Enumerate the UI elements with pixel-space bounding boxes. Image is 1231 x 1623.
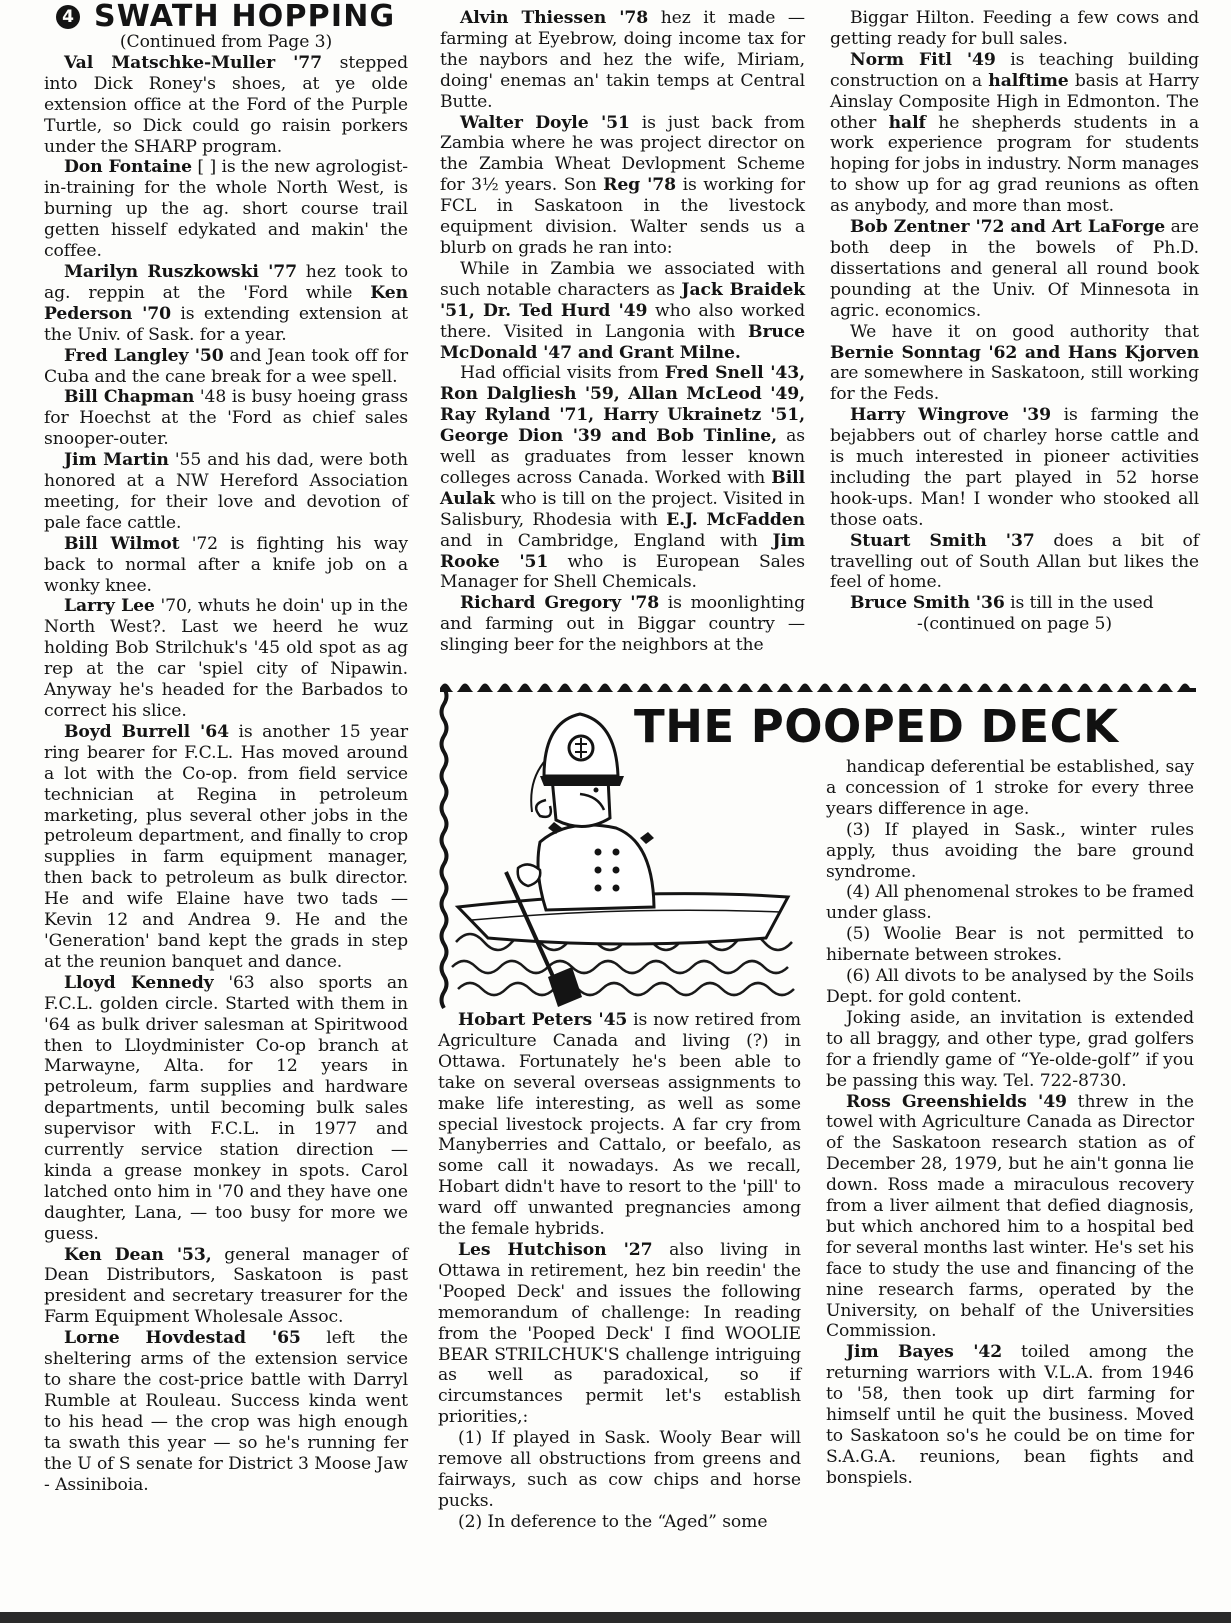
article-column-2 [440, 8, 805, 656]
paragraph [438, 1010, 801, 1240]
bold-name-run: Fred Langley '50 [64, 345, 224, 366]
text-run: left the sheltering arms of the extension service to share the cost-price battle with Darryl Rumble at Rouleau. Success kinda went to his head — the crop was high enough ta swath this year — so he's running fer the U of S senate for District 3 Moose Jaw - Assiniboia. [44, 1328, 408, 1495]
text-run: toiled among the returning warriors with V.L.A. from 1946 to '58, then took up dirt farming for himself until he quit the business. Moved to Saskatoon so's he could be on time for S.A.G.A. reunions, bean fights and bonspiels. [826, 1342, 1194, 1488]
paragraph [826, 820, 1194, 883]
text-run: and in Cambridge, England with [440, 530, 773, 551]
text-run: is moonlighting and farming out in Biggar country — slinging beer for the neighbors at the [440, 593, 805, 656]
bold-name-run: Don Fontaine [64, 157, 192, 178]
continued-from-note: (Continued from Page 3) [119, 32, 333, 52]
bold-name-run: Norm Fitl '49 [850, 49, 996, 70]
bold-name-run: Bernie Sonntag '62 and Hans Kjorven [830, 342, 1199, 363]
text-run: While in Zambia we associated with such notable characters as [440, 258, 805, 300]
bold-name-run: Ken Dean '53, [64, 1244, 212, 1265]
text-run: (6) All divots to be analysed by the Soils Dept. for gold content. [826, 966, 1194, 1007]
paragraph [826, 1008, 1194, 1092]
paragraph [826, 882, 1194, 924]
bold-name-run: Larry Lee [64, 596, 155, 617]
text-run: '70, whuts he doin' up in the North West?. Last we heerd he wuz holding Bob Strilchuk's '45 old spot as ag rep at the car 'spiel city of Nipawin. Anyway he's headed for the Barbados to correct his slice. [44, 596, 408, 721]
bold-name-run: Bill Aulak [440, 467, 805, 509]
text-run: are both deep in the bowels of Ph.D. dissertations and general all round book pounding at the Univ. Of Minnesota in agric. economics. [830, 217, 1199, 321]
text-run: is extending extension at the Univ. of Sask. for a year. [44, 303, 408, 345]
text-run: hez took to ag. reppin at the 'Ford while [44, 261, 408, 303]
paragraph [44, 722, 408, 973]
continued-on-note: -(continued on page 5) [917, 614, 1112, 635]
paragraph [830, 50, 1199, 217]
text-run: is working for FCL in Saskatoon in the livestock equipment division. Walter sends us a blurb on grads he ran into: [440, 175, 805, 258]
paragraph [438, 1240, 801, 1428]
paragraph-list [826, 757, 1194, 1489]
paragraph [826, 1092, 1194, 1343]
paragraph-list [44, 53, 408, 1496]
bold-name-run: Les Hutchison '27 [458, 1239, 653, 1260]
text-run: Biggar Hilton. Feeding a few cows and getting ready for bull sales. [830, 8, 1199, 49]
text-run: who is till on the project. Visited in Salisbury, Rhodesia with [440, 488, 805, 530]
text-run: general manager of Dean Distributors, Saskatoon is past president and secretary treasurer for the Farm Equipment Wholesale Assoc. [44, 1244, 409, 1328]
text-run: (4) All phenomenal strokes to be framed under glass. [826, 882, 1194, 924]
bold-name-run: Marilyn Ruszkowski '77 [64, 261, 298, 282]
text-run: handicap deferential be established, say a concession of 1 stroke for every three years difference in age. [826, 757, 1194, 819]
bold-name-run: E.J. McFadden [666, 509, 806, 530]
text-run: (5) Woolie Bear is not permitted to hibernate between strokes. [826, 924, 1194, 966]
text-run: '55 and his dad, were both honored at a NW Hereford Association meeting, for their love and devotion of pale face cattle. [44, 450, 409, 533]
paragraph [44, 346, 408, 388]
paragraph [44, 262, 408, 346]
text-run: Joking aside, an invitation is extended to all braggy, and other type, grad golfers for a friendly game of “Ye-olde-golf” if you be passing this way. Tel. 722-8730. [826, 1007, 1194, 1091]
paragraph [826, 966, 1194, 1008]
bold-name-run: Bob Zentner '72 and Art LaForge [850, 217, 1166, 238]
paragraph [440, 593, 805, 656]
text-run: is now retired from Agriculture Canada and living (?) in Ottawa. Fortunately he's been able to take on several overseas assignments to make life interesting, as well as some special livestock projects. A far cry from Manyberries and Cattalo, or beefalo, as some call it nowadays. As we recall, Hobart didn't have to resort to the 'pill' to ward off unwanted pregnancies among the female hybrids. [438, 1010, 801, 1240]
text-run: basis at Harry Ainslay Composite High in Edmonton. The other [830, 70, 1199, 133]
bold-name-run: Stuart Smith '37 [850, 530, 1035, 551]
text-run: (1) If played in Sask. Wooly Bear will remove all obstructions from greens and fairways, such as cow chips and horse pucks. [438, 1428, 801, 1511]
text-run: (2) In deference to the “Aged” some [458, 1511, 768, 1532]
paragraph [44, 973, 408, 1245]
text-run: is farming the bejabbers out of charley horse cattle and is much interested in pioneer activities including the part played in 52 horse hook-ups. Man! I wonder who stooked all those oats. [830, 405, 1199, 530]
paragraph [826, 757, 1194, 820]
scan-bottom-edge [0, 1612, 1231, 1623]
text-run: is teaching building construction on a [830, 49, 1199, 91]
bold-name-run: Bruce McDonald '47 and Grant Milne. [440, 321, 805, 363]
text-run: is another 15 year ring bearer for F.C.L. Has moved around a lot with the Co-op. from field service technician at Regina in petroleum marketing, plus several other jobs in the petroleum department, and finally to crop supplies in farm equipment manager, then back to petroleum as bulk director. He and wife Elaine have two tads — Kevin 12 and Andrea 9. He and the 'Generation' band kept the grads in step at the reunion banquet and dance. [44, 721, 409, 972]
paragraph [44, 387, 408, 450]
bold-name-run: Harry Wingrove '39 [850, 405, 1051, 426]
text-run: and Jean took off for Cuba and the cane break for a wee spell. [44, 345, 408, 387]
paragraph-list [438, 1010, 801, 1533]
text-run: stepped into Dick Roney's shoes, at ye olde extension office at the Ford of the Purple Turtle, so Dick could go raisin porkers under the SHARP program. [44, 52, 408, 157]
bold-name-run: Fred Snell '43, Ron Dalgliesh '59, Allan McLeod '49, Ray Ryland '71, Harry Ukrainetz '51, George Dion '39 and Bob Tinline, [440, 363, 805, 447]
article-headline [56, 0, 408, 34]
paragraph [44, 450, 408, 534]
bold-name-run: Ken Pederson '70 [44, 282, 408, 324]
bold-name-run: Jim Rooke '51 [440, 530, 805, 572]
paragraph [830, 8, 1199, 50]
paragraph [44, 1328, 408, 1495]
text-run: '63 also sports an F.C.L. golden circle. Started with them in '64 as bulk driver salesman at Spiritwood then to Lloydminister Co-op branch at Marwayne, Alta. for 12 years in petroleum, farm supplies and hardware departments, until becoming bulk sales supervisor with F.C.L. in 1977 and currently service station direction — kinda a grease monkey in spots. Carol latched onto him in '70 and they have one daughter, Lana, — too busy for more we guess. [44, 972, 408, 1244]
bold-name-run: Jim Bayes '42 [846, 1342, 1003, 1363]
text-run: as well as graduates from lesser known colleges across Canada. Worked with [440, 426, 806, 488]
paragraph [438, 1428, 801, 1512]
bold-name-run: Boyd Burrell '64 [64, 721, 229, 742]
bold-name-run: Jack Braidek '51, Dr. Ted Hurd '49 [440, 279, 805, 321]
bold-name-run: Lloyd Kennedy [64, 972, 214, 993]
paragraph [44, 1245, 408, 1329]
text-run: '72 is fighting his way back to normal after a knife job on a wonky knee. [44, 533, 408, 596]
text-run: who also worked there. Visited in Langonia with [440, 300, 806, 342]
text-run: is just back from Zambia where he was project director on the Zambia Wheat Devlopment Scheme for 3½ years. Son [440, 112, 805, 196]
paragraph [440, 259, 805, 364]
article-title: SWATH HOPPING [94, 0, 396, 34]
paragraph [438, 1512, 801, 1533]
text-run: (3) If played in Sask., winter rules apply, thus avoiding the bare ground syndrome. [826, 819, 1194, 882]
text-run: hez it made — farming at Eyebrow, doing income tax for the naybors and hez the wife, Miriam, doing' enemas an' takin temps at Central Butte. [440, 8, 805, 112]
bold-name-run: Alvin Thiessen '78 [460, 8, 649, 28]
bold-name-run: Ross Greenshields '49 [846, 1091, 1067, 1112]
text-run: are somewhere in Saskatoon, still working for the Feds. [830, 363, 1199, 405]
paragraph [440, 113, 805, 259]
bold-name-run: Val Matschke-Muller '77 [64, 52, 323, 73]
text-run: [ ] is the new agrologist-in-training for the whole North West, is burning up the ag. short course trail getten hisself edykated and makin' the coffee. [44, 157, 408, 262]
text-run: also living in Ottawa in retirement, hez bin reedin' the 'Pooped Deck' and issues the following memorandum of challenge: In reading from the 'Pooped Deck' I find WOOLIE BEAR STRILCHUK'S challenge intriguing as well as paradoxical, so if circumstances permit let's establish priorities,: [438, 1239, 801, 1428]
text-run: is till in the used [1004, 593, 1154, 614]
sidebar-column-left [438, 1010, 801, 1533]
text-run: threw in the towel with Agriculture Canada as Director of the Saskatoon research station as of December 28, 1979, but he ain't gonna lie down. Ross made a miraculous recovery from a liver ailment that defied diagnosis, but which anchored him to a hospital bed for several months last winter. He's set his face to study the use and financing of the nine research farms, operated by the University, on behalf of the Universities Commission. [826, 1091, 1195, 1342]
bold-name-run: Richard Gregory '78 [460, 593, 660, 614]
article-column-3 [830, 8, 1199, 635]
paragraph [826, 924, 1194, 966]
paragraph [830, 322, 1199, 406]
paragraph [830, 593, 1199, 614]
paragraph [44, 53, 408, 158]
sidebar-column-right [826, 757, 1194, 1489]
paragraph [440, 8, 805, 113]
sidebar-wavy-border-top [440, 678, 1196, 692]
text-run: We have it on good authority that [850, 321, 1199, 342]
bold-name-run: Reg '78 [603, 175, 677, 196]
paragraph [830, 405, 1199, 530]
bold-name-run: halftime [988, 70, 1069, 91]
bold-name-run: Bill Chapman [64, 387, 195, 408]
bold-name-run: Hobart Peters '45 [458, 1010, 628, 1030]
bold-name-run: Walter Doyle '51 [460, 112, 630, 133]
bold-name-run: Lorne Hovdestad '65 [64, 1328, 301, 1349]
paragraph [440, 363, 805, 593]
bold-name-run: Jim Martin [64, 450, 169, 471]
sidebar-title: THE POOPED DECK [634, 700, 1119, 753]
paragraph [830, 531, 1199, 594]
text-run: '48 is busy hoeing grass for Hoechst at the 'Ford as chief sales snooper-outer. [44, 387, 408, 450]
paragraph [826, 1342, 1194, 1488]
text-run: he shepherds students in a work experience program for students hoping for jobs in industry. Norm manages to show up for ag grad reunions as often as anybody, and more than most. [830, 112, 1199, 217]
article-column-1 [44, 0, 408, 1495]
paragraph [44, 596, 408, 721]
paragraph-list [830, 8, 1199, 614]
paragraph-list [440, 8, 805, 656]
bold-name-run: Bruce Smith '36 [850, 593, 1005, 614]
paragraph [44, 157, 408, 262]
text-run: who is European Sales Manager for Shell Chemicals. [440, 551, 805, 593]
paragraph [830, 217, 1199, 322]
bold-name-run: Bill Wilmot [64, 533, 180, 554]
paragraph [44, 534, 408, 597]
bold-name-run: half [888, 112, 926, 133]
text-run: does a bit of travelling out of South Allan but likes the feel of home. [830, 530, 1199, 593]
section-number-badge: 4 [56, 5, 80, 29]
text-run: Had official visits from [460, 363, 665, 384]
